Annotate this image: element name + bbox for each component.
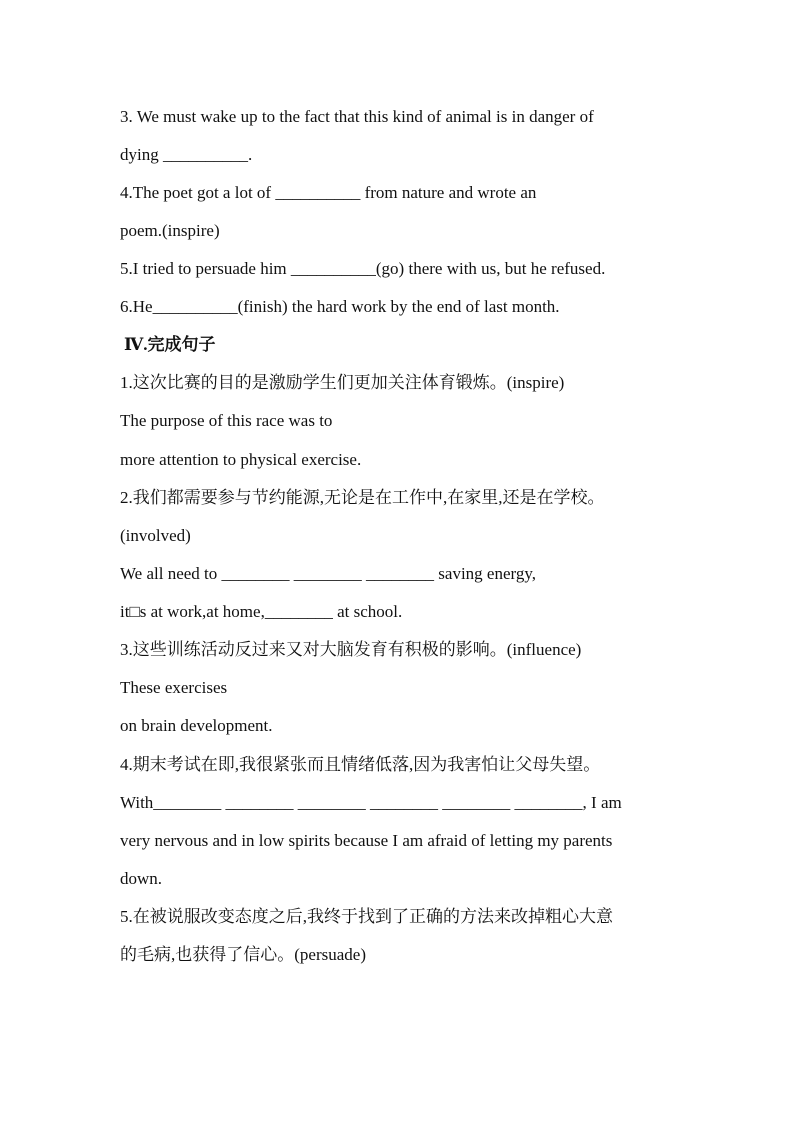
sentence-5-prompt-line-1: 5.在被说服改变态度之后,我终于找到了正确的方法来改掉粗心大意	[120, 907, 613, 926]
question-4-line-1: 4.The poet got a lot of __________ from nature and wrote an	[120, 183, 537, 202]
section-heading: Ⅳ.完成句子	[124, 335, 216, 354]
question-6-line: 6.He__________(finish) the hard work by the end of last month.	[120, 297, 560, 316]
sentence-2-line-2: it□s at work,at home,________ at school.	[120, 602, 403, 621]
sentence-4-line-1: With________ ________ ________ ________ ________ ________, I am	[120, 793, 622, 812]
sentence-5-prompt-line-2: 的毛病,也获得了信心。(persuade)	[120, 945, 366, 964]
question-3-line-1: 3. We must wake up to the fact that this kind of animal is in danger of	[120, 107, 594, 126]
sentence-3-line-2: on brain development.	[120, 716, 273, 735]
question-4-line-2: poem.(inspire)	[120, 221, 220, 240]
sentence-4-line-2: very nervous and in low spirits because I am afraid of letting my parents	[120, 831, 613, 850]
sentence-4-prompt: 4.期末考试在即,我很紧张而且情绪低落,因为我害怕让父母失望。	[120, 755, 601, 774]
question-5-line: 5.I tried to persuade him __________(go) there with us, but he refused.	[120, 259, 606, 278]
sentence-1-prompt: 1.这次比赛的目的是激励学生们更加关注体育锻炼。(inspire)	[120, 373, 565, 392]
sentence-1-line-2: more attention to physical exercise.	[120, 450, 362, 469]
sentence-3-prompt: 3.这些训练活动反过来又对大脑发育有积极的影响。(influence)	[120, 640, 582, 659]
sentence-4-line-3: down.	[120, 869, 163, 888]
sentence-1-line-1: The purpose of this race was to	[120, 411, 333, 430]
sentence-2-prompt: 2.我们都需要参与节约能源,无论是在工作中,在家里,还是在学校。	[120, 488, 605, 507]
sentence-2-hint: (involved)	[120, 526, 191, 545]
question-3-line-2: dying __________.	[120, 145, 253, 164]
sentence-3-line-1: These exercises	[120, 678, 228, 697]
sentence-2-line-1: We all need to ________ ________ ________ saving energy,	[120, 564, 537, 583]
